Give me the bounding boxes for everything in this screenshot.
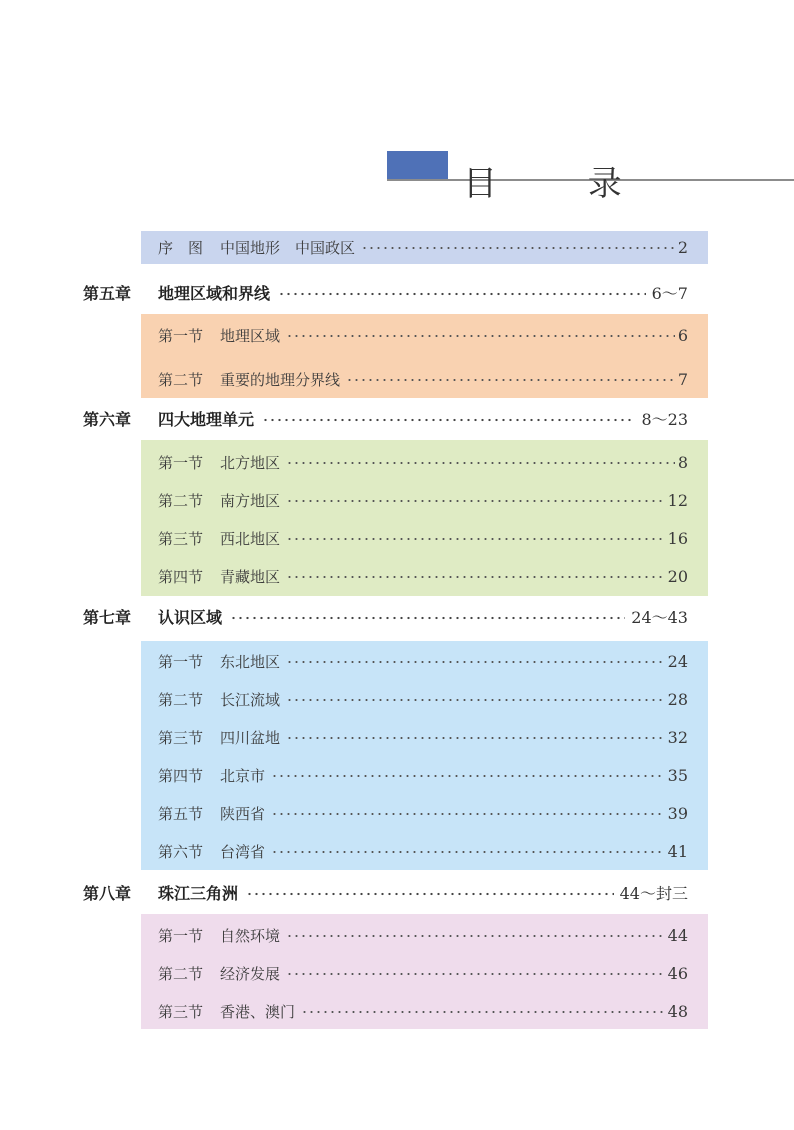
section-entry[interactable] [158,686,688,710]
section-entry[interactable] [158,563,688,587]
entry-title: 香港、澳门 [220,1003,296,1021]
dot-leader [286,533,665,545]
entry-number: 第六节 [158,843,204,861]
dot-leader [230,612,625,624]
entry-number: 第二节 [158,492,204,510]
dot-leader [278,288,646,300]
entry-number: 第一节 [158,927,204,945]
chapter-entry[interactable] [83,406,688,430]
entry-number: 第三节 [158,729,204,747]
page-number: 44 [667,926,688,945]
section-entry[interactable] [158,838,688,862]
page-number: 16 [667,529,688,548]
dot-leader [361,242,675,254]
entry-title: 北京市 [220,767,266,785]
page-number: 8～23 [641,410,688,429]
dot-leader [286,694,665,706]
entry-number: 第四节 [158,568,204,586]
page-number: 8 [677,453,688,472]
page-number: 28 [667,690,688,709]
dot-leader [286,656,665,668]
page-number: 41 [667,842,688,861]
section-entry[interactable] [158,998,688,1022]
dot-leader [262,414,635,426]
entry-title: 地理区域和界线 [158,284,271,303]
title-accent-bar [387,151,448,180]
entry-number: 第五章 [83,284,132,303]
dot-leader [271,808,665,820]
section-entry[interactable] [158,322,688,346]
section-entry[interactable] [158,487,688,511]
section-entry[interactable] [158,960,688,984]
entry-number: 第六章 [83,410,132,429]
entry-title: 自然环境 [220,927,281,945]
entry-title: 陕西省 [220,805,266,823]
entry-number: 第三节 [158,1003,204,1021]
dot-leader [346,374,675,386]
dot-leader [286,968,665,980]
chapter-entry[interactable] [83,280,688,304]
entry-number: 序 图 [158,239,204,257]
entry-title: 东北地区 [220,653,281,671]
chapter-block [141,641,708,870]
page-number: 6～7 [651,284,688,303]
entry-number: 第二节 [158,965,204,983]
entry-number: 第三节 [158,530,204,548]
chapter-entry[interactable] [83,604,688,628]
chapter-entry[interactable] [83,880,688,904]
section-entry[interactable] [158,922,688,946]
section-entry[interactable] [158,762,688,786]
entry-number: 第八章 [83,884,132,903]
dot-leader [286,457,675,469]
entry-title: 四大地理单元 [158,410,255,429]
entry-title: 南方地区 [220,492,281,510]
entry-title: 西北地区 [220,530,281,548]
entry-number: 第二节 [158,371,204,389]
page-number: 39 [667,804,688,823]
page-number: 12 [667,491,688,510]
dot-leader [286,571,665,583]
dot-leader [286,930,665,942]
page-number: 46 [667,964,688,983]
dot-leader [246,888,614,900]
entry-title: 中国地形 中国政区 [220,239,356,257]
entry-title: 长江流域 [220,691,281,709]
section-entry[interactable] [158,525,688,549]
entry-title: 珠江三角洲 [158,884,239,903]
page-number: 6 [677,326,688,345]
page-title: 目 录 [463,163,662,204]
section-entry[interactable] [158,648,688,672]
dot-leader [301,1006,665,1018]
page-number: 44～封三 [619,884,688,903]
page-number: 24 [667,652,688,671]
entry-title: 认识区域 [158,608,223,627]
entry-number: 第一节 [158,653,204,671]
entry-number: 第二节 [158,691,204,709]
entry-number: 第一节 [158,454,204,472]
dot-leader [286,330,675,342]
dot-leader [286,495,665,507]
page-number: 48 [667,1002,688,1021]
page-number: 24～43 [631,608,688,627]
page-number: 35 [667,766,688,785]
entry-number: 第一节 [158,327,204,345]
entry-title: 北方地区 [220,454,281,472]
entry-number: 第七章 [83,608,132,627]
entry-title: 青藏地区 [220,568,281,586]
entry-number: 第四节 [158,767,204,785]
entry-title: 经济发展 [220,965,281,983]
preface-entry[interactable] [158,234,688,258]
page-number: 32 [667,728,688,747]
section-entry[interactable] [158,366,688,390]
section-entry[interactable] [158,800,688,824]
section-entry[interactable] [158,449,688,473]
page-number: 7 [677,370,688,389]
entry-number: 第五节 [158,805,204,823]
dot-leader [271,846,665,858]
page-number: 20 [667,567,688,586]
section-entry[interactable] [158,724,688,748]
page-number: 2 [677,238,688,257]
dot-leader [286,732,665,744]
entry-title: 重要的地理分界线 [220,371,341,389]
entry-title: 地理区域 [220,327,281,345]
entry-title: 四川盆地 [220,729,281,747]
dot-leader [271,770,665,782]
entry-title: 台湾省 [220,843,266,861]
